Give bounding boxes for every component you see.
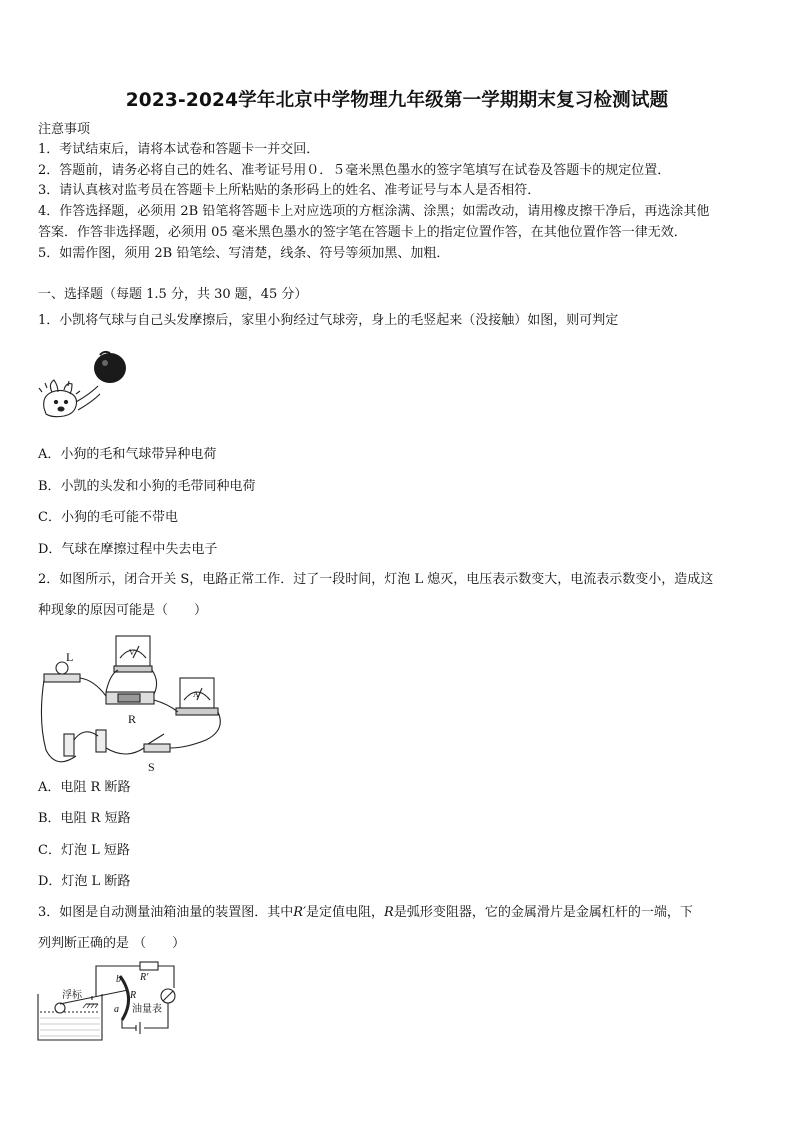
switch-icon — [144, 744, 170, 752]
question-3-stem-part: 是弧形变阻器，它的金属滑片是金属杠杆的一端，下 — [393, 905, 693, 920]
circuit-figure — [36, 630, 226, 778]
balloon-icon — [94, 352, 126, 383]
resistor-r-symbol: R — [384, 905, 394, 920]
dog-icon — [39, 380, 100, 417]
page-title: 2023-2024学年北京中学物理九年级第一学期期末复习检测试题 — [125, 90, 669, 111]
notice-item: 2．答题前，请务必将自己的姓名、准考证号用０．５毫米黑色墨水的签字笔填写在试卷及答题卡的规定位置． — [38, 163, 671, 178]
question-1-option-a[interactable]: A．小狗的毛和气球带异种电荷 — [38, 447, 217, 462]
notice-heading: 注意事项 — [38, 122, 91, 137]
float-label: 浮标 — [62, 990, 82, 1001]
oil-meter-label: 油量表 — [132, 1004, 162, 1015]
point-a-label: a — [114, 1004, 119, 1015]
lamp-base — [44, 674, 80, 682]
question-1-option-d[interactable]: D．气球在摩擦过程中失去电子 — [38, 542, 218, 557]
question-2-option-a[interactable]: A．电阻 R 断路 — [38, 780, 131, 795]
resistor-label: R — [128, 712, 137, 726]
battery-icon — [64, 734, 74, 756]
notice-item: 4．作答选择题，必须用 2B 铅笔将答题卡上对应选项的方框涂满、涂黑；如需改动，请用橡皮擦干净后，再选涂其他 — [38, 204, 710, 219]
battery-icon — [96, 730, 106, 752]
rheostat-label: R — [130, 990, 137, 1001]
lamp-label: L — [66, 650, 74, 664]
notice-item: 答案．作答非选择题，必须用 05 毫米黑色墨水的签字笔在答题卡上的指定位置作答，在其他位置作答一律无效． — [38, 225, 687, 240]
question-2-stem: 2．如图所示，闭合开关 S，电路正常工作．过了一段时间，灯泡 L 熄灭，电压表示数变大，电流表示数变小，造成这 — [38, 572, 714, 587]
oil-gauge-figure — [36, 960, 186, 1044]
section-heading: 一、选择题（每题 1.5 分，共 30 题，45 分） — [38, 287, 308, 302]
question-1-option-b[interactable]: B．小凯的头发和小狗的毛带同种电荷 — [38, 479, 256, 494]
switch-label: S — [148, 760, 155, 774]
question-1-option-c[interactable]: C．小狗的毛可能不带电 — [38, 510, 178, 525]
question-2-option-d[interactable]: D．灯泡 L 断路 — [38, 874, 131, 889]
question-3-stem-part: 3．如图是自动测量油箱油量的装置图．其中 — [38, 905, 294, 920]
voltmeter-label: V — [129, 648, 135, 657]
resistor-r1-symbol: R′ — [293, 905, 307, 920]
question-2-option-b[interactable]: B．电阻 R 短路 — [38, 811, 131, 826]
fixed-resistor-icon — [140, 962, 158, 970]
question-2-option-c[interactable]: C．灯泡 L 短路 — [38, 843, 130, 858]
question-3-stem-continued: 列判断正确的是 （ ） — [38, 936, 186, 951]
ammeter-label: A — [193, 690, 199, 699]
fixed-resistor-label: R′ — [140, 972, 149, 983]
question-1-stem: 1．小凯将气球与自己头发摩擦后，家里小狗经过气球旁，身上的毛竖起来（没接触）如图，则可判定 — [38, 313, 619, 328]
notice-item: 5．如需作图，须用 2B 铅笔绘、写清楚，线条、符号等须加黑、加粗． — [38, 246, 450, 261]
arc-rheostat — [120, 976, 129, 1020]
notice-item: 1．考试结束后，请将本试卷和答题卡一并交回． — [38, 142, 320, 157]
notice-item: 3．请认真核对监考员在答题卡上所粘贴的条形码上的姓名、准考证号与本人是否相符． — [38, 183, 541, 198]
question-3-stem-part: 是定值电阻， — [306, 905, 385, 920]
float-icon — [55, 1003, 65, 1013]
question-3-stem — [38, 903, 693, 923]
question-2-stem-continued: 种现象的原因可能是（ ） — [38, 603, 208, 618]
point-b-label: b — [116, 974, 121, 985]
dog-balloon-figure — [38, 344, 138, 428]
